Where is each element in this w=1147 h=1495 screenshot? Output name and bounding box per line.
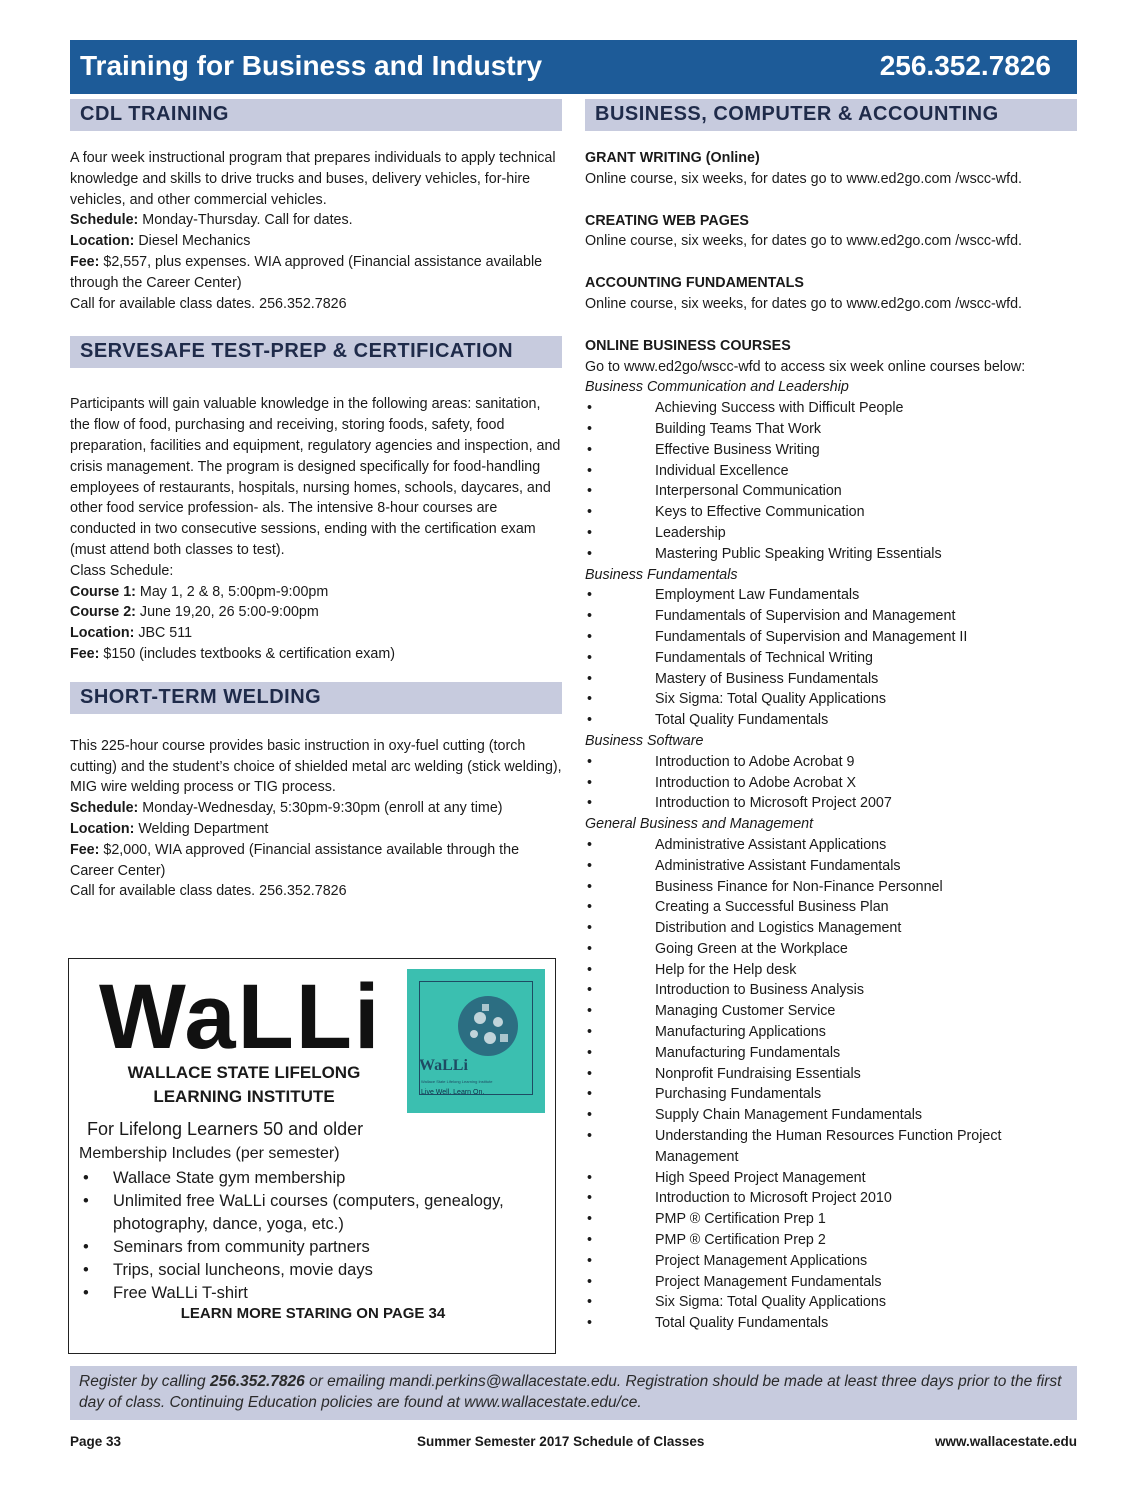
list-item: • Introduction to Adobe Acrobat 9 xyxy=(587,753,855,770)
list-item: • Understanding the Human Resources Function Project Management xyxy=(587,1128,1002,1165)
course-list xyxy=(585,585,1077,731)
page-footer xyxy=(70,1434,1077,1454)
walli-tile-fine: Wallace State Lifelong Learning Institute xyxy=(421,1079,493,1084)
list-item: • Creating a Successful Business Plan xyxy=(587,899,889,916)
servsafe-course2: Course 2: June 19,20, 26 5:00-9:00pm xyxy=(70,604,319,621)
list-item: • Nonprofit Fundraising Essentials xyxy=(587,1065,861,1082)
walli-more: LEARN MORE STARING ON PAGE 34 xyxy=(180,1305,446,1322)
servsafe-fee: Fee: $150 (includes textbooks & certification exam) xyxy=(70,645,396,662)
list-item: • Free WaLLi T-shirt xyxy=(83,1284,248,1302)
list-item: • Building Teams That Work xyxy=(587,420,822,437)
list-item: • Individual Excellence xyxy=(587,462,789,479)
list-item: • Fundamentals of Technical Writing xyxy=(587,649,874,666)
list-item: • Effective Business Writing xyxy=(587,441,820,458)
walli-benefits xyxy=(79,1167,549,1305)
list-item: • Unlimited free WaLLi courses (computers, genealogy, photography, dance, yoga, etc.) xyxy=(83,1192,504,1233)
list-item: • Help for the Help desk xyxy=(587,961,797,978)
list-item: • Interpersonal Communication xyxy=(587,483,842,500)
welding-body xyxy=(70,736,562,902)
list-item: • Administrative Assistant Applications xyxy=(587,836,887,853)
list-item: • Distribution and Logistics Management xyxy=(587,920,902,937)
list-item: • PMP ® Certification Prep 2 xyxy=(587,1232,826,1249)
course-category: Business Software xyxy=(585,732,704,749)
welding-schedule: Schedule: Monday-Wednesday, 5:30pm-9:30pm (enroll at any time) xyxy=(70,800,503,817)
welding-fee: Fee: $2,000, WIA approved (Financial assistance available through the Career Center) xyxy=(70,841,520,879)
right-column xyxy=(585,99,1077,1334)
list-item: • Employment Law Fundamentals xyxy=(587,587,860,604)
list-item: • Manufacturing Fundamentals xyxy=(587,1044,841,1061)
list-item: • Introduction to Microsoft Project 2010 xyxy=(587,1190,892,1207)
welding-location: Location: Welding Department xyxy=(70,820,269,837)
footer-center: Summer Semester 2017 Schedule of Classes xyxy=(417,1434,705,1449)
list-item: • Trips, social luncheons, movie days xyxy=(83,1261,373,1279)
list-item: • Mastering Public Speaking Writing Essentials xyxy=(587,545,942,562)
servsafe-location: Location: JBC 511 xyxy=(70,625,193,642)
business-courses xyxy=(585,148,1077,1334)
list-item: • Six Sigma: Total Quality Applications xyxy=(587,691,886,708)
list-item: • Total Quality Fundamentals xyxy=(587,712,829,729)
list-item: • Wallace State gym membership xyxy=(83,1169,346,1187)
course-creating-web-pages: CREATING WEB PAGES Online course, six weeks, for dates go to www.ed2go.com /wscc-wfd. xyxy=(585,212,1023,250)
page-number: Page 33 xyxy=(70,1434,122,1449)
course-list xyxy=(585,752,1077,814)
course-grant-writing: GRANT WRITING (Online) Online course, six weeks, for dates go to www.ed2go.com /wscc-wfd. xyxy=(585,150,1023,187)
list-item: • Going Green at the Workplace xyxy=(587,940,848,957)
welding-heading: SHORT-TERM WELDING xyxy=(70,682,562,714)
course-list xyxy=(585,398,1077,564)
banner-title: Training for Business and Industry xyxy=(80,50,543,81)
page-banner xyxy=(70,40,1077,94)
servsafe-body xyxy=(70,394,562,664)
online-business-courses: ONLINE BUSINESS COURSES Go to www.ed2go/wscc-wfd to access six week online courses below: Business Communication and Leadership • Achieving Success with Difficult People • Building Teams That Work • Effective Business Writing • Individual Excellence • Interpersonal Communication • Keys to Effective Communication • Leadership • Mastering Public Speaking Writing Essentials Business Fundamentals • Employment Law Fundamentals • Fundamentals of Supervision and Management • Fundamentals of Supervision and Management II • Fundamentals of Technical Writing • Mastery of Business Fundamentals • Six Sigma: Total Quality Applications • Total Quality Fundamentals Business Software • Introduction to Adobe Acrobat 9 • Introduction to Adobe Acrobat X • Introduction to Microsoft Project 2007 General Business and Management • Administrative Assistant Applications • Administrative Assistant Fundamentals • Business Finance for Non-Finance Personnel • Creating a Successful Business Plan • Distribution and Logistics Management • Going Green at the Workplace • Help for the Help desk • Introduction to Business Analysis • Managing Customer Service • Manufacturing Applications • Manufacturing Fundamentals • Nonprofit Fundraising Essentials • Purchasing Fundamentals • Supply Chain Management Fundamentals • Understanding the Human Resources Function Project Management • High Speed Project Management • Introduction to Microsoft Project 2010 • PMP ® Certification Prep 1 • PMP ® Certification Prep 2 • Project Management Applications • Project Management Fundamentals • Six Sigma: Total Quality Applications • Total Quality Fundamentals xyxy=(585,336,1077,1334)
welding-call: Call for available class dates. 256.352.7826 xyxy=(70,883,347,900)
cdl-schedule: Schedule: Monday-Thursday. Call for dates. xyxy=(70,212,353,229)
list-item: • Total Quality Fundamentals xyxy=(587,1315,829,1332)
servsafe-class-schedule: Class Schedule: xyxy=(70,562,174,579)
list-item: • PMP ® Certification Prep 1 xyxy=(587,1211,826,1228)
list-item: • Achieving Success with Difficult People xyxy=(587,400,904,417)
list-item: • Keys to Effective Communication xyxy=(587,504,865,521)
cdl-body xyxy=(70,148,562,314)
list-item: • Administrative Assistant Fundamentals xyxy=(587,857,901,874)
walli-logo: WaLLi xyxy=(99,966,382,1068)
list-item: • Purchasing Fundamentals xyxy=(587,1086,822,1103)
course-category: Business Communication and Leadership xyxy=(585,379,849,396)
list-item: • Introduction to Adobe Acrobat X xyxy=(587,774,857,791)
list-item: • Mastery of Business Fundamentals xyxy=(587,670,879,687)
course-accounting-fundamentals: ACCOUNTING FUNDAMENTALS Online course, six weeks, for dates go to www.ed2go.com /wscc-wfd. xyxy=(585,275,1023,312)
list-item: • Seminars from community partners xyxy=(83,1238,370,1256)
list-item: • Business Finance for Non-Finance Personnel xyxy=(587,878,943,895)
left-column xyxy=(70,99,562,902)
walli-tile-frame xyxy=(419,981,533,1095)
walli-tile-tagline: Live Well. Learn On. xyxy=(421,1089,485,1096)
list-item: • Introduction to Business Analysis xyxy=(587,982,865,999)
list-item: • Supply Chain Management Fundamentals xyxy=(587,1107,923,1124)
list-item: • Managing Customer Service xyxy=(587,1003,836,1020)
walli-head-icon xyxy=(420,982,532,1094)
cdl-intro: A four week instructional program that prepares individuals to apply technical knowledge and skills to drive trucks and buses, delivery vehicles, for-hire vehicles, and other commercial vehicles. xyxy=(70,150,556,208)
list-item: • Project Management Fundamentals xyxy=(587,1273,882,1290)
servsafe-intro: Participants will gain valuable knowledge in the following areas: sanitation, the flow of food, purchasing and receiving, storing foods, safety, food preparation, facilities and equipment, regulatory agencies and inspection, and crisis management. The program is designed specifically for food-handling employees of restaurants, hospitals, nursing homes, schools, daycares, and other food service profession- als. The intensive 8-hour courses are conducted in two consecutive sessions, ending with the certification exam (must attend both classes to test). xyxy=(70,396,561,558)
banner-phone: 256.352.7826 xyxy=(879,50,1051,81)
online-course-categories xyxy=(585,377,1077,1334)
servsafe-heading: SERVESAFE TEST-PREP & CERTIFICATION xyxy=(70,336,562,368)
course-list xyxy=(585,835,1077,1334)
footer-site: www.wallacestate.edu xyxy=(934,1434,1077,1449)
walli-tile-brand: WaLLi xyxy=(419,1057,468,1074)
cdl-heading: CDL TRAINING xyxy=(70,99,562,131)
servsafe-course1: Course 1: May 1, 2 & 8, 5:00pm-9:00pm xyxy=(70,583,329,600)
cdl-location: Location: Diesel Mechanics xyxy=(70,233,251,250)
register-phone: 256.352.7826 xyxy=(209,1373,305,1390)
course-category: General Business and Management xyxy=(585,816,814,833)
course-category: Business Fundamentals xyxy=(585,566,738,583)
walli-tile xyxy=(407,969,545,1113)
walli-ad xyxy=(68,958,556,1354)
list-item: • Introduction to Microsoft Project 2007 xyxy=(587,795,892,812)
walli-membership: Membership Includes (per semester) xyxy=(79,1145,340,1162)
cdl-call: Call for available class dates. 256.352.7826 xyxy=(70,295,347,312)
list-item: • Manufacturing Applications xyxy=(587,1024,826,1041)
register-note: Register by calling 256.352.7826 or emailing mandi.perkins@wallacestate.edu. Registration should be made at least three days prior to the first day of class. Continuing Education policies are found at www.wallacestate.edu/ce. xyxy=(70,1366,1077,1420)
walli-lifelong: For Lifelong Learners 50 and older xyxy=(87,1119,364,1139)
list-item: • Project Management Applications xyxy=(587,1252,868,1269)
list-item: • Six Sigma: Total Quality Applications xyxy=(587,1294,886,1311)
cdl-fee: Fee: $2,557, plus expenses. WIA approved (Financial assistance available through the Career Center) xyxy=(70,253,543,291)
welding-intro: This 225-hour course provides basic instruction in oxy-fuel cutting (torch cutting) and the student’s choice of shielded metal arc welding (stick welding), MIG wire welding process or TIG process. xyxy=(70,737,562,796)
list-item: • Fundamentals of Supervision and Management II xyxy=(587,628,968,645)
list-item: • High Speed Project Management xyxy=(587,1169,866,1186)
list-item: • Fundamentals of Supervision and Management xyxy=(587,608,956,625)
list-item: • Leadership xyxy=(587,524,726,541)
business-heading: BUSINESS, COMPUTER & ACCOUNTING xyxy=(585,99,1077,131)
walli-subtitle: WALLACE STATE LIFELONG LEARNING INSTITUTE xyxy=(127,1063,361,1106)
